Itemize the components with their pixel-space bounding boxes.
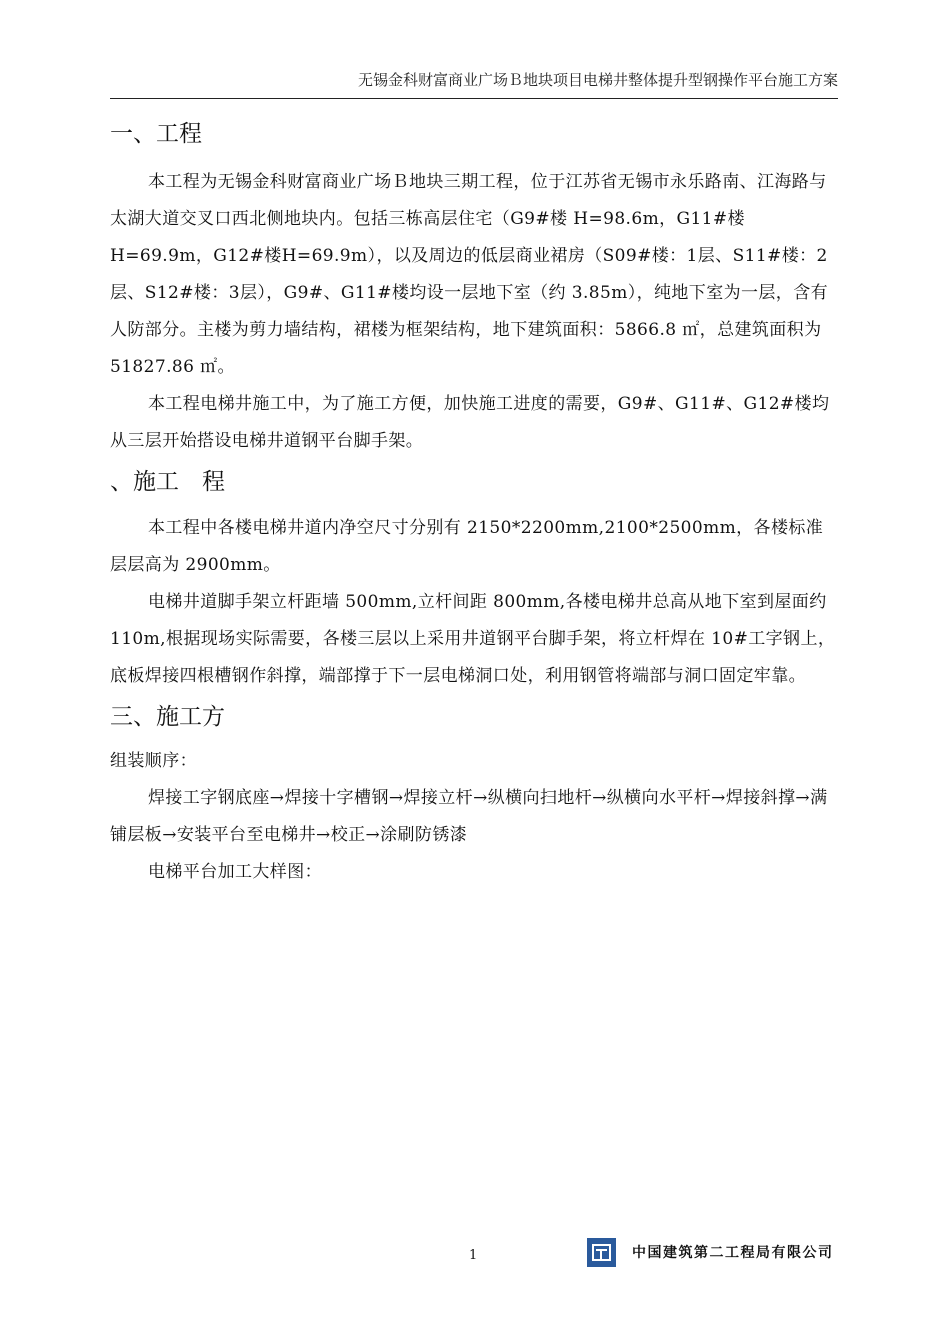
section-heading-2: 、施工 程 (110, 469, 225, 495)
paragraph-shaft-dimensions: 本工程中各楼电梯井道内净空尺寸分别有 2150*2200mm,2100*2500mm，各楼标准层层高为 2900mm。 (110, 518, 824, 575)
paragraph-detail-drawing-label: 电梯平台加工大样图： (148, 862, 322, 882)
header-divider (110, 98, 838, 99)
page-number: 1 (469, 1248, 478, 1263)
paragraph-elevator-shaft-intro: 本工程电梯井施工中，为了施工方便，加快施工进度的需要，G9#、G11#、G12#楼均从三层开始搭设电梯井道钢平台脚手架。 (110, 394, 830, 451)
document-body (110, 112, 840, 891)
company-name: 中国建筑第二工程局有限公司 (632, 1245, 834, 1261)
section-heading-1: 一、工程 (110, 121, 202, 147)
paragraph-assembly-sequence: 焊接工字钢底座→焊接十字槽钢→焊接立杆→纵横向扫地杆→纵横向水平杆→焊接斜撑→满铺层板→安装平台至电梯井→校正→涂刷防锈漆 (110, 788, 828, 845)
section-heading-3: 三、施工方 (110, 704, 225, 730)
paragraph-project-overview: 本工程为无锡金科财富商业广场Ｂ地块三期工程，位于江苏省无锡市永乐路南、江海路与太湖大道交叉口西北侧地块内。包括三栋高层住宅（G9#楼 H=98.6m，G11#楼 H=69.9m，G12#楼H=69.9m），以及周边的低层商业裙房（S09#楼：1层、S11#楼：2层、S12#楼：3层），G9#、G11#楼均设一层地下室（约 3.85m），纯地下室为一层，含有人防部分。主楼为剪力墙结构，裙楼为框架结构，地下建筑面积：5866.8 ㎡，总建筑面积为 51827.86 ㎡。 (110, 172, 829, 377)
page-header: 无锡金科财富商业广场Ｂ地块项目电梯井整体提升型钢操作平台施工方案 (357, 71, 838, 89)
assembly-order-label: 组装顺序： (110, 751, 197, 771)
paragraph-scaffold-details: 电梯井道脚手架立杆距墙 500mm,立杆间距 800mm,各楼电梯井总高从地下室到屋面约 110m,根据现场实际需要，各楼三层以上采用井道钢平台脚手架，将立杆焊在 10#工字钢上，底板焊接四根槽钢作斜撑，端部撑于下一层电梯洞口处，利用钢管将端部与洞口固定牢靠。 (110, 592, 836, 686)
cscec-logo-icon (587, 1238, 616, 1267)
